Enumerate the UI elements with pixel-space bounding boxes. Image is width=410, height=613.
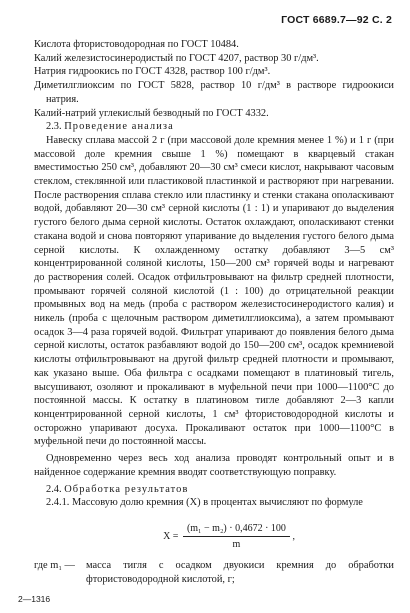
- reagent-line: Калий железистосинеродистый по ГОСТ 4207, раствор 30 г/дм³.: [34, 52, 319, 64]
- section-heading-2-4: [34, 483, 394, 497]
- formula-numerator: (m₁ − m₂) · 0,4672 · 100: [183, 522, 290, 537]
- reagent-line: Диметилглиоксим по ГОСТ 5828, раствор 10 г/дм³ в растворе гидроокиси натрия.: [34, 80, 394, 105]
- document-body: [34, 38, 394, 586]
- section-title: Обработка результатов: [64, 483, 189, 495]
- formula-denominator: m: [232, 538, 241, 550]
- formula-tail: ,: [292, 530, 295, 542]
- reagent-line: Кислота фтористоводородная по ГОСТ 10484.: [34, 39, 239, 50]
- formula-intro: 2.4.1. Массовую долю кремния (X) в процентах вычисляют по формуле: [46, 497, 363, 509]
- where-text: масса тигля с осадком двуокиси кремния до обработки фтористоводородной кислотой, г;: [86, 559, 394, 585]
- formula: [64, 522, 394, 551]
- page-header: ГОСТ 6689.7—92 С. 2: [281, 14, 392, 26]
- formula-lhs: X =: [163, 530, 179, 542]
- formula-fraction: [183, 522, 290, 551]
- section-heading-2-3: [34, 120, 394, 134]
- procedure-paragraph: Навеску сплава массой 2 г (при массовой доле кремния менее 1 %) и 1 г (при массовой доле кремния свыше 1 %) помещают в кварцевый стакан вместимостью 250 см³, добавляют 20—30 см³ смеси кислот, накрывают часовым стеклом, стеклянной или пластиковой пластинкой и растворяют при нагревании. После растворения сплава стекло или пластинку и стенки стакана ополаскивают водой, добавляют 20—30 см³ серной кислоты (1 : 1) и упаривают до выделения густого белого дыма серной кислоты. Остаток охлаждают, ополаскивают стенки стакана водой и снова повторяют упаривание до выделения густого белого дыма серной кислоты. К охлажденному остатку добавляют 3—5 см³ концентрированной соляной кислоты, 150—200 см³ горячей воды и нагревают до растворения солей. Осадок отфильтровывают на фильтр средней плотности, промывают горячей соляной кислотой (1 : 100) до отрицательной реакции промывных вод на медь (проба с раствором железистосинеродистого калия) и никель (проба с щелочным раствором диметилглиоксима), а затем промывают осадок 3—4 раза горячей водой. Фильтрат упаривают до появления белого дыма серной кислоты, остаток разбавляют водой до 150—200 см³, осадок кремниевой кислоты отфильтровывают на другой фильтр средней плотности и промывают, как указано выше. Оба фильтра с осадками помещают в платиновый тигель, высушивают, озоляют и прокаливают в муфельной печи при 1000—1100°С до постоянной массы. К остатку в платиновом тигле добавляют 2—3 капли концентрированной серной кислоты, 1 см³ фтористоводородной кислоты и осторожно упаривают досуха. Прокаливают остаток при 1000—1100°С в муфельной печи до постоянной массы.: [34, 134, 394, 448]
- section-number: 2.4.: [46, 483, 62, 495]
- section-number: 2.3.: [46, 121, 62, 133]
- control-paragraph: Одновременно через весь ход анализа проводят контрольный опыт и в найденное содержание кремния вводят соответствующую поправку.: [34, 453, 394, 478]
- reagent-line: Натрия гидроокись по ГОСТ 4328, раствор 100 г/дм³.: [34, 66, 271, 78]
- where-definition: [34, 559, 394, 586]
- section-title: Проведение анализа: [64, 121, 174, 133]
- page-footer: 2—1316: [18, 594, 51, 604]
- reagent-line: Калий-натрий углекислый безводный по ГОСТ 4332.: [34, 107, 269, 119]
- where-prefix: где m₁ —: [34, 559, 75, 571]
